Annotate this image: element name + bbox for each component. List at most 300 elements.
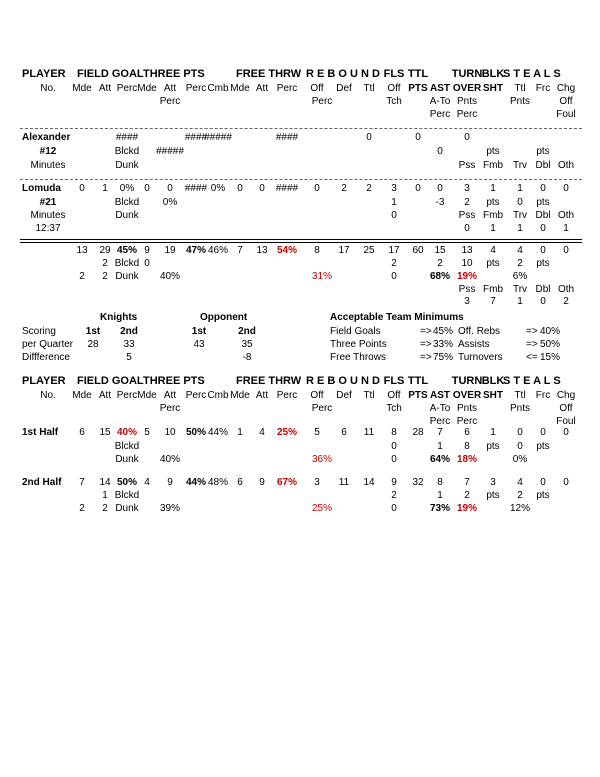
col-ast-perc: Perc [429,109,451,120]
stat-to-perc: 19% [456,503,477,514]
col-group-ttl: TTL [407,375,429,387]
stat-reb-off: 8 [314,245,320,256]
col-reb-ttl: Ttl [363,83,375,94]
col-group-turn: TURN [451,68,483,80]
col-chg-foul: Foul [556,416,576,427]
stat-ft-perc: #### [275,183,299,194]
stat-fls-row3: 0 [391,454,397,465]
col-fg-perc: Perc [116,83,138,94]
stat-fg-att: 1 [102,183,108,194]
col-steal-chg: Chg [556,83,576,94]
col-ast: AST [430,390,450,401]
col-fg-perc: Perc [116,390,138,401]
stat-fls-row3: 0 [391,210,397,221]
summary-team-1st-label: 1st [85,326,101,337]
minimum-operator: => [526,339,538,350]
stat-tp-perc: 44% [185,477,206,488]
stat-to-pss: 0 [464,223,470,234]
stat-fg-att: 29 [99,245,111,256]
minimums-title-row [0,311,600,324]
stat-steal-frc: 0 [540,477,546,488]
stat-pts: 0 [415,183,421,194]
minimums-row-3 [0,351,600,364]
col-tp-att: Att [163,83,177,94]
stat-reb-off-perc: 25% [311,503,332,514]
stat-steal-chg: 0 [563,477,569,488]
stat-reb-ttl: 25 [363,245,375,256]
stat-reb-off-perc: 31% [311,271,332,282]
stat-tp-att: 0 [167,183,173,194]
stat-tp-blckd: 0 [144,258,150,269]
stat-steal-frc: 0 [540,183,546,194]
minimum-value: 75% [432,352,453,363]
label-fmb: Fmb [483,284,503,295]
stat-cmb: 0% [210,183,226,194]
summary-opp-2nd-label: 2nd [238,326,256,337]
stat-to-fmb: 7 [490,296,496,307]
stat-minutes: 12:37 [35,223,61,234]
col-group-player: PLAYER [22,375,66,387]
stat-reb-ttl: 0 [366,132,372,143]
stat-to: 13 [461,245,473,256]
label-pts-unit: pts [536,146,550,157]
stat-ato: 2 [437,258,443,269]
minimum-operator: => [526,326,538,337]
stat-tp-att-perc: 40% [159,454,180,465]
divider-double [20,239,582,243]
stat-pts: 0 [415,132,421,143]
stat-to: 0 [464,132,470,143]
stat-fg-perc: #### [115,132,139,143]
col-group-three-pts: THREE PTS [143,375,205,387]
stat-ato: 1 [437,441,443,452]
col-reb-off: Off [310,83,324,94]
player-alexander-row2 [0,145,600,158]
stat-to-trv: 1 [517,296,523,307]
minimum-label: Field Goals [330,326,381,337]
stat-ft-perc: 67% [276,477,297,488]
second-half-row2 [0,489,600,502]
stat-ato-perc: 68% [429,271,450,282]
player-alexander-row3 [0,159,600,172]
stat-ft-att: 4 [259,427,265,438]
col-tp-perc: Perc [185,83,207,94]
minimum-label: Off. Rebs [458,326,501,337]
col-ft-att: Att [255,83,269,94]
col-fls-tch: Tch [386,96,402,107]
minimum-value: 40% [539,326,560,337]
col-fg-att: Att [98,390,112,401]
col-steal-frc: Frc [535,390,551,401]
stat-steal-perc: 6% [512,271,528,282]
col-tp-att-perc: Perc [159,403,181,414]
stat-fg-att-blckd: 1 [102,490,108,501]
stat-to-pss: 3 [464,296,470,307]
player-alexander-row1 [0,131,600,144]
stat-to: 3 [464,183,470,194]
col-group-fouls: FLS [383,68,405,80]
stat-ast: 8 [437,477,443,488]
summary-opp-q2: 35 [241,339,253,350]
stat-reb-off: 0 [314,183,320,194]
label-dunk: Dunk [115,271,139,282]
summary-opponent-label: Opponent [200,312,248,323]
label-pts-unit: pts [486,441,500,452]
label-pts-unit: pts [486,258,500,269]
stat-fls: 9 [391,477,397,488]
stat-blk: 1 [490,427,496,438]
label-pts-unit: pts [486,197,500,208]
stat-steal-ttl: 4 [517,245,523,256]
col-group-field-goal: FIELD GOAL [77,375,144,387]
label-pts-unit: pts [486,146,500,157]
stat-header1-row2 [0,82,600,95]
stat-ast: 0 [437,183,443,194]
label-pts-unit: pts [486,490,500,501]
minimums-row-1 [0,325,600,338]
stat-fg-perc: 50% [116,477,137,488]
minimum-value: 33% [432,339,453,350]
stat-fg-made: 13 [76,245,88,256]
col-tp-made: Mde [137,390,157,401]
stat-ato-perc: 64% [429,454,450,465]
stat-cmb: 48% [207,477,228,488]
stat-ast: 15 [434,245,446,256]
stat-steal-pnts: 0 [517,197,523,208]
col-reb-off: Off [310,390,324,401]
col-sht: SHT [483,390,503,401]
stat-fg-att: 15 [99,427,111,438]
label-pts-unit: pts [536,490,550,501]
label-pss: Pss [458,210,476,221]
minimum-operator: => [420,352,432,363]
stat-cmb: ##### [204,132,232,143]
stat-ato: 0 [437,146,443,157]
label-trv: Trv [512,210,528,221]
col-ast-ato: A-To [429,403,451,414]
col-to-perc: Perc [456,109,478,120]
second-half-row1 [0,476,600,489]
label-pts-unit: pts [536,258,550,269]
stat-fg-dunk-made: 2 [79,503,85,514]
stat-header2-row1 [0,375,600,388]
stat-fg-dunk-att: 2 [102,503,108,514]
stat-pts: 60 [412,245,424,256]
col-tp-perc: Perc [185,390,207,401]
col-over: OVER [452,390,482,401]
col-reb-off-perc: Perc [311,403,333,414]
stat-header1-row1 [0,68,600,81]
stat-ast: 7 [437,427,443,438]
col-over: OVER [452,83,482,94]
stat-steal-chg: 0 [563,183,569,194]
col-sht: SHT [483,83,503,94]
stat-reb-off: 5 [314,427,320,438]
label-dbl: Dbl [535,160,551,171]
col-steal-frc: Frc [535,83,551,94]
col-fls-off: Off [387,83,401,94]
stat-to-dbl: 0 [540,296,546,307]
stat-ato-perc: 73% [429,503,450,514]
stat-ato: 1 [437,490,443,501]
label-fmb: Fmb [483,210,503,221]
col-group-steals: S T E A L S [503,375,561,387]
stat-blk: 3 [490,477,496,488]
stat-pts: 32 [412,477,424,488]
stat-ft-perc: 54% [276,245,297,256]
label-fmb: Fmb [483,160,503,171]
stat-tp-att: 10 [164,427,176,438]
stat-tp-att-perc: 40% [159,271,180,282]
stat-reb-ttl: 11 [363,427,375,438]
stat-to: 7 [464,477,470,488]
col-steal-ttl: Ttl [514,83,526,94]
col-group-fouls: FLS [383,375,405,387]
stat-tp-made: 4 [144,477,150,488]
stat-ato: -3 [435,197,445,208]
player-lomuda-row4 [0,222,600,235]
label-oth: Oth [557,160,575,171]
col-ast: AST [430,83,450,94]
half-name: 1st Half [22,427,59,438]
stat-to-dbl: 0 [540,223,546,234]
col-group-steals: S T E A L S [503,68,561,80]
label-blckd: Blckd [114,258,140,269]
minimum-label: Free Throws [330,352,386,363]
stat-ft-perc: 25% [276,427,297,438]
minimum-operator: => [420,326,432,337]
stat-ft-perc: #### [275,132,299,143]
stat-header2-row3 [0,402,600,415]
stat-fls-tch: 0 [391,441,397,452]
player-lomuda-row3 [0,209,600,222]
player-lomuda-row2 [0,196,600,209]
stat-tp-made: 9 [144,245,150,256]
player-number: #12 [39,146,57,157]
col-ft-att: Att [255,390,269,401]
stat-steal-frc: 0 [540,427,546,438]
stat-to-fmb: 1 [490,223,496,234]
col-steal-pnts: Pnts [509,96,530,107]
minimums-row-2 [0,338,600,351]
half-name: 2nd Half [22,477,62,488]
label-oth: Oth [557,284,575,295]
stat-tp-perc: 50% [185,427,206,438]
second-half-row3 [0,502,600,515]
stat-fg-perc: 40% [116,427,137,438]
col-to-pnts: Pnts [456,403,477,414]
stat-steal-pnts: 2 [517,490,523,501]
col-group-three-pts: THREE PTS [143,68,205,80]
minimum-operator: <= [526,352,538,363]
label-trv: Trv [512,284,528,295]
player-name: Alexander [22,132,71,143]
col-reb-off-perc: Perc [311,96,333,107]
col-combined: Cmb [207,390,229,401]
summary-opp-1st-label: 1st [191,326,207,337]
stat-reb-def: 2 [341,183,347,194]
label-dunk: Dunk [115,160,139,171]
stat-reb-def: 6 [341,427,347,438]
col-ast-ato: A-To [429,96,451,107]
stat-to-pnts: 10 [461,258,473,269]
col-chg-foul: Foul [556,109,576,120]
stat-tp-made: 5 [144,427,150,438]
stat-steal-ttl: 1 [517,183,523,194]
player-lomuda-row1 [0,182,600,195]
stat-ft-att: 0 [259,183,265,194]
col-pts: PTS [408,390,428,401]
stat-fg-att: 14 [99,477,111,488]
stat-tp-att: 9 [167,477,173,488]
stat-to-perc: 18% [456,454,477,465]
minimums-title: Acceptable Team Minimums [330,312,464,323]
stat-tp-att-perc: ##### [156,146,184,157]
label-blckd: Blckd [114,146,140,157]
minimum-operator: => [420,339,432,350]
stat-steal-pnts: 0 [517,441,523,452]
col-ft-perc: Perc [276,83,298,94]
player-name: Lomuda [22,183,61,194]
col-no: No. [40,390,56,401]
summary-scoring-label: Scoring [22,326,56,337]
stat-fg-made: 0 [79,183,85,194]
stat-tp-att-perc: 0% [162,197,178,208]
stat-steal-frc: 0 [540,245,546,256]
stat-ft-made: 6 [237,477,243,488]
summary-team-q2: 33 [123,339,135,350]
stat-fg-perc: 45% [116,245,137,256]
stat-cmb: 46% [207,245,228,256]
totals-row3 [0,270,600,283]
label-dbl: Dbl [535,210,551,221]
label-pts-unit: pts [536,197,550,208]
col-no: No. [40,83,56,94]
summary-opp-diff: -8 [242,352,252,363]
stat-blk: 4 [490,245,496,256]
stat-fg-dunk-att: 2 [102,271,108,282]
stat-header2-row2 [0,389,600,402]
stat-fls: 3 [391,183,397,194]
col-steal-chg: Chg [556,390,576,401]
label-dbl: Dbl [535,284,551,295]
first-half-row2 [0,440,600,453]
stat-to: 6 [464,427,470,438]
minimum-value: 50% [539,339,560,350]
col-group-player: PLAYER [22,68,66,80]
stat-to-oth: 1 [563,223,569,234]
stat-steal-chg: 0 [563,245,569,256]
stat-fg-dunk-made: 2 [79,271,85,282]
stat-to-trv: 1 [517,223,523,234]
col-group-field-goal: FIELD GOAL [77,68,144,80]
col-group-rebound: R E B O U N D [306,68,380,80]
col-tp-att: Att [163,390,177,401]
stat-tp-perc: 47% [185,245,206,256]
label-pss: Pss [458,160,476,171]
stat-fls-row3: 0 [391,503,397,514]
col-fg-made: Mde [72,390,92,401]
stat-tp-made: 0 [144,183,150,194]
stat-to-pnts: 2 [464,197,470,208]
label-pss: Pss [458,284,476,295]
col-to-pnts: Pnts [456,96,477,107]
col-group-rebound: R E B O U N D [306,375,380,387]
col-reb-def: Def [336,390,352,401]
summary-team-label: Knights [100,312,138,323]
stat-ft-made: 1 [237,427,243,438]
label-dunk: Dunk [115,503,139,514]
col-fls-off: Off [387,390,401,401]
player-number: #21 [39,197,57,208]
col-tp-made: Mde [137,83,157,94]
stat-ft-att: 9 [259,477,265,488]
stat-ft-made: 7 [237,245,243,256]
col-group-free-thrw: FREE THRW [236,375,302,387]
col-chg-off: Off [559,96,573,107]
label-dunk: Dunk [115,210,139,221]
totals-row5 [0,295,600,308]
stat-to-perc: 19% [456,271,477,282]
summary-team-diff: 5 [126,352,132,363]
label-blckd: Blckd [114,490,140,501]
stat-steal-chg: 0 [563,427,569,438]
stat-fls: 8 [391,427,397,438]
col-fg-made: Mde [72,83,92,94]
label-pts-unit: pts [536,441,550,452]
stat-header1-row4 [0,108,600,121]
stat-pts: 28 [412,427,424,438]
stat-steal-perc: 12% [509,503,530,514]
stat-fls-row3: 0 [391,271,397,282]
label-trv: Trv [512,160,528,171]
stat-tp-att: 19 [164,245,176,256]
col-to-perc: Perc [456,416,478,427]
col-group-turn: TURN [451,375,483,387]
first-half-row3 [0,453,600,466]
stat-fls-tch: 1 [391,197,397,208]
stat-tp-perc: #### [184,132,208,143]
summary-opp-q1: 43 [193,339,205,350]
stat-reb-def: 11 [338,477,350,488]
stat-cmb: 44% [207,427,228,438]
summary-team-q1: 28 [87,339,99,350]
stat-header1-row3 [0,95,600,108]
stat-fg-made: 6 [79,427,85,438]
totals-row1 [0,244,600,257]
stat-tp-perc: #### [184,183,208,194]
stat-to-pnts: 8 [464,441,470,452]
col-chg-off: Off [559,403,573,414]
col-group-ttl: TTL [407,68,429,80]
label-blckd: Blckd [114,197,140,208]
stat-fls-tch: 2 [391,490,397,501]
divider-dashed [20,128,582,129]
summary-per-quarter-label: per Quarter [22,339,74,350]
stat-reb-off: 3 [314,477,320,488]
col-fls-tch: Tch [386,403,402,414]
col-steal-pnts: Pnts [509,403,530,414]
label-minutes: Minutes [30,210,66,221]
minimum-label: Assists [458,339,490,350]
stat-fg-perc: 0% [119,183,135,194]
col-combined: Cmb [207,83,229,94]
col-group-blk: BLK [481,375,505,387]
col-reb-ttl: Ttl [363,390,375,401]
summary-team-2nd-label: 2nd [120,326,138,337]
stat-steal-ttl: 4 [517,477,523,488]
stat-ft-att: 13 [256,245,268,256]
